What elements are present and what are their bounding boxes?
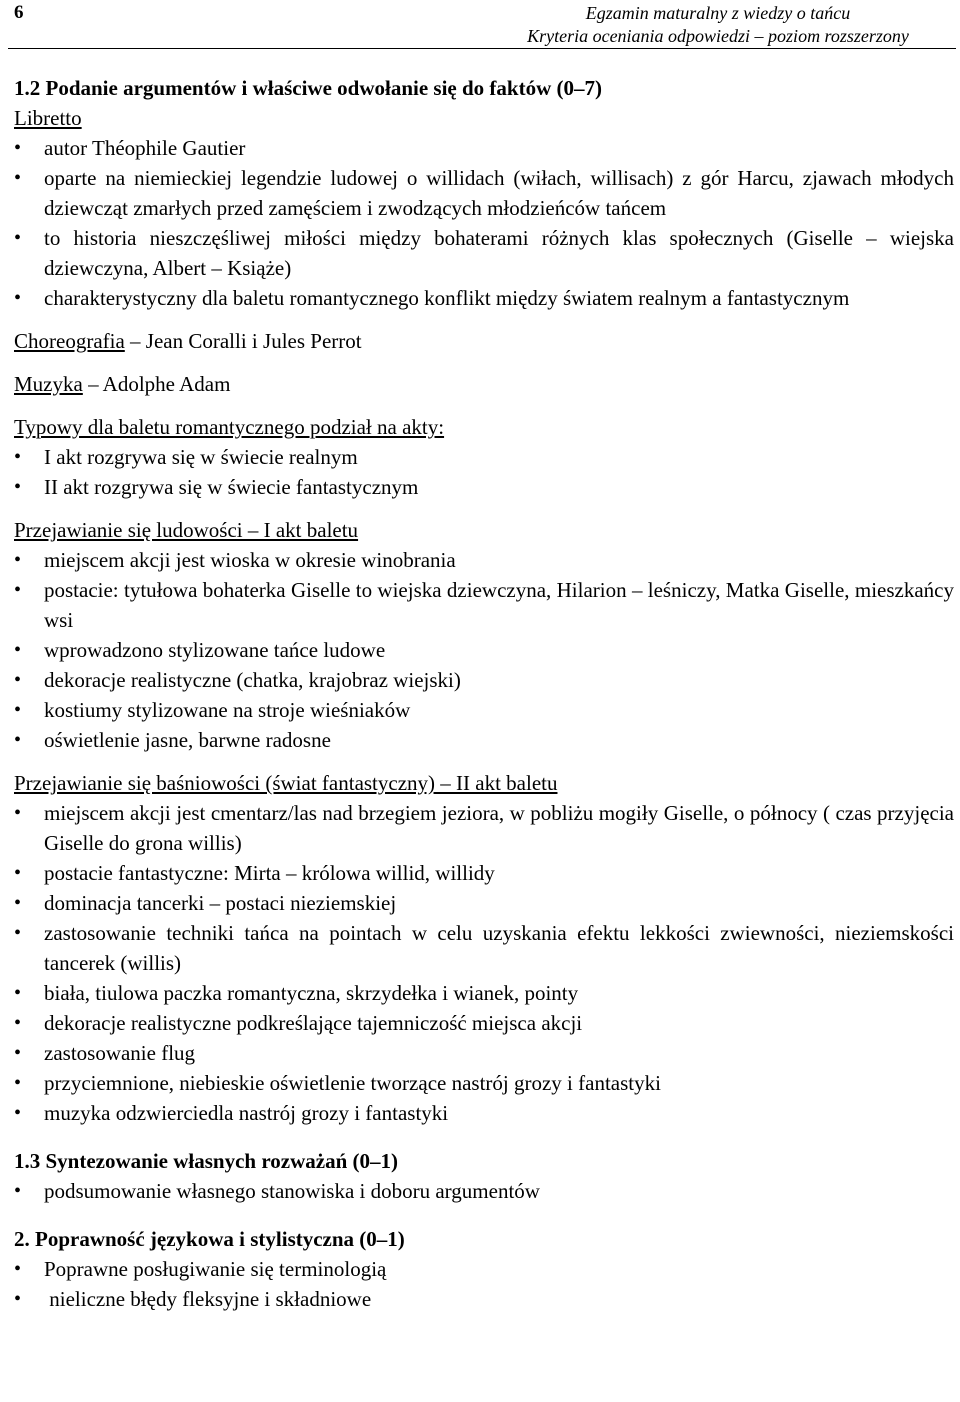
list-item: • biała, tiulowa paczka romantyczna, skrzydełka i wianek, pointy — [14, 978, 954, 1008]
section-heading-1-3: 1.3 Syntezowanie własnych rozważań (0–1) — [14, 1149, 399, 1173]
list-item: • postacie: tytułowa bohaterka Giselle to wiejska dziewczyna, Hilarion – leśniczy, Matka Giselle, mieszkańcy wsi — [14, 575, 954, 635]
document-body — [14, 49, 954, 1314]
language-list — [14, 1254, 954, 1314]
music-label: Muzyka — [14, 372, 83, 396]
choreography-label: Choreografia — [14, 329, 125, 353]
libretto-list — [14, 133, 954, 313]
libretto-label: Libretto — [14, 106, 82, 130]
list-item: • zastosowanie techniki tańca na pointach w celu uzyskania efektu lekkości zwiewności, nieziemskości tancerek (willis) — [14, 918, 954, 978]
list-item: • charakterystyczny dla baletu romantycznego konflikt między światem realnym a fantastycznym — [14, 283, 954, 313]
list-item: • miejscem akcji jest cmentarz/las nad brzegiem jeziora, w pobliżu mogiły Giselle, o północy ( czas przyjęcia Giselle do grona willis) — [14, 798, 954, 858]
choreography-value: – Jean Coralli i Jules Perrot — [124, 329, 362, 353]
list-item: • postacie fantastyczne: Mirta – królowa willid, willidy — [14, 858, 954, 888]
synthesis-list — [14, 1176, 954, 1206]
header-titles — [488, 2, 948, 48]
header-title-exam: Egzamin maturalny z wiedzy o tańcu — [585, 3, 851, 23]
choreography-line — [14, 326, 954, 356]
list-item: • zastosowanie flug — [14, 1038, 954, 1068]
list-item: • przyciemnione, niebieskie oświetlenie tworzące nastrój grozy i fantastyki — [14, 1068, 954, 1098]
list-item: • I akt rozgrywa się w świecie realnym — [14, 442, 954, 472]
list-item: • II akt rozgrywa się w świecie fantastycznym — [14, 472, 954, 502]
list-item: • muzyka odzwierciedla nastrój grozy i fantastyki — [14, 1098, 954, 1128]
header-title-criteria: Kryteria oceniania odpowiedzi – poziom rozszerzony — [527, 26, 909, 46]
list-item: • nieliczne błędy fleksyjne i składniowe — [14, 1284, 954, 1314]
folk-label: Przejawianie się ludowości – I akt baletu — [14, 518, 359, 542]
list-item: • autor Théophile Gautier — [14, 133, 954, 163]
section-heading-1-2: 1.2 Podanie argumentów i właściwe odwołanie się do faktów (0–7) — [14, 76, 602, 100]
list-item: • dominacja tancerki – postaci nieziemskiej — [14, 888, 954, 918]
music-line — [14, 369, 954, 399]
page-header — [8, 0, 956, 49]
list-item: • miejscem akcji jest wioska w okresie winobrania — [14, 545, 954, 575]
section-heading-2: 2. Poprawność językowa i stylistyczna (0–1) — [14, 1227, 405, 1251]
list-item: • dekoracje realistyczne (chatka, krajobraz wiejski) — [14, 665, 954, 695]
list-item: • to historia nieszczęśliwej miłości między bohaterami różnych klas społecznych (Giselle – wiejska dziewczyna, Albert – Książe) — [14, 223, 954, 283]
folk-list — [14, 545, 954, 755]
list-item: • Poprawne posługiwanie się terminologią — [14, 1254, 954, 1284]
list-item: • podsumowanie własnego stanowiska i doboru argumentów — [14, 1176, 954, 1206]
list-item: • oparte na niemieckiej legendzie ludowej o willidach (wiłach, willisach) z gór Harcu, zjawach młodych dziewcząt zmarłych przed zamęściem i zwodzących młodzieńców tańcem — [14, 163, 954, 223]
list-item: • oświetlenie jasne, barwne radosne — [14, 725, 954, 755]
music-value: – Adolphe Adam — [82, 372, 231, 396]
list-item: • wprowadzono stylizowane tańce ludowe — [14, 635, 954, 665]
acts-label: Typowy dla baletu romantycznego podział na akty: — [14, 415, 445, 439]
fairy-label: Przejawianie się baśniowości (świat fantastyczny) – II akt baletu — [14, 771, 558, 795]
list-item: • dekoracje realistyczne podkreślające tajemniczość miejsca akcji — [14, 1008, 954, 1038]
page-number: 6 — [14, 2, 24, 23]
fairy-list — [14, 798, 954, 1128]
list-item: • kostiumy stylizowane na stroje wieśniaków — [14, 695, 954, 725]
acts-list — [14, 442, 954, 502]
